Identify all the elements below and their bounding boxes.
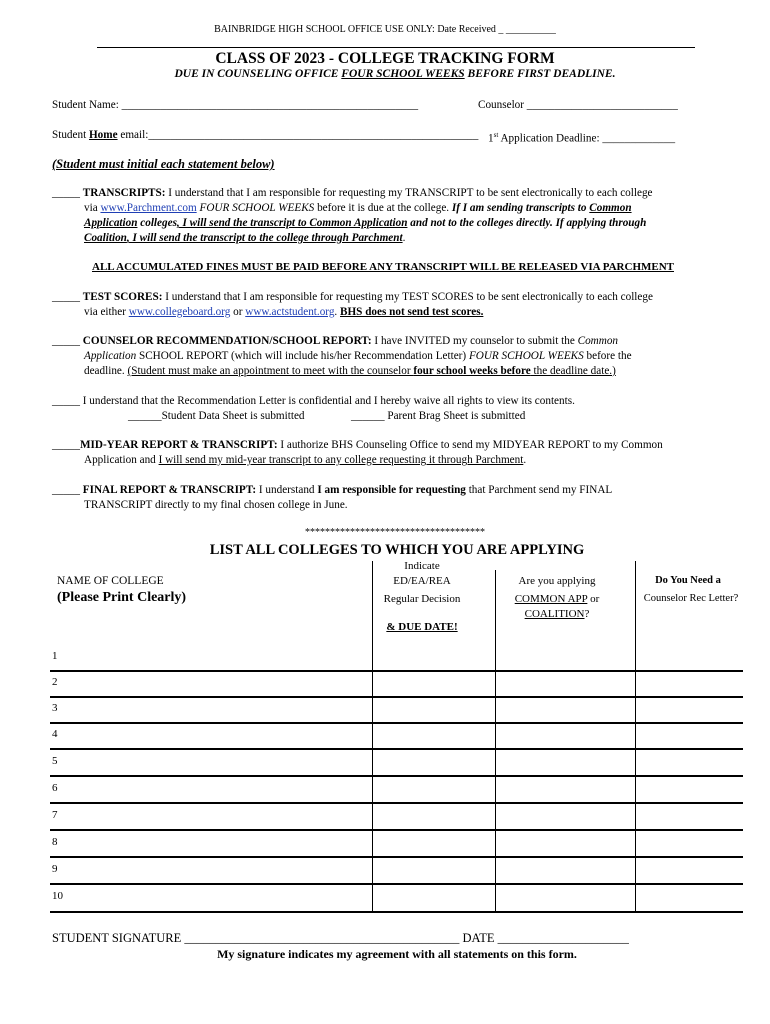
table-row-line (50, 670, 743, 672)
table-row-number: 2 (52, 676, 58, 688)
brag-sheet-check[interactable]: ______ Parent Brag Sheet is submitted (351, 410, 526, 422)
col-header-due-date: & DUE DATE! (386, 621, 458, 633)
midyear-statement: _____MID-YEAR REPORT & TRANSCRIPT: I authorize BHS Counseling Office to send my MIDYEAR REPORT to my Common (52, 439, 663, 451)
table-row-line (50, 775, 743, 777)
confidential-statement: _____ I understand that the Recommendation Letter is confidential and I hereby waive all rights to view its contents. (52, 395, 575, 407)
initial-blank[interactable]: _____ (52, 439, 80, 451)
table-row-line (50, 722, 743, 724)
counselor-rec-statement: _____ COUNSELOR RECOMMENDATION/SCHOOL REPORT: I have INVITED my counselor to submit the Common (52, 335, 619, 347)
table-row-number: 1 (52, 650, 58, 662)
table-row-number: 4 (52, 728, 58, 740)
table-row-line (50, 802, 743, 804)
table-row-number: 7 (52, 809, 58, 821)
col-header-common-app: COMMON APP or (514, 593, 600, 605)
student-name-field[interactable]: Student Name: _____________________________________________________ (52, 99, 419, 111)
col-header-ed-ea: ED/EA/REA (393, 575, 451, 587)
col-header-indicate: Indicate (404, 560, 440, 572)
col-header-rec-letter: Counselor Rec Letter? (643, 593, 739, 604)
table-row-number: 10 (52, 890, 63, 902)
initial-blank[interactable]: _____ (52, 484, 83, 496)
student-signature-line[interactable]: STUDENT SIGNATURE ____________________________________________ DATE _____________________ (52, 931, 629, 945)
table-row-number: 5 (52, 755, 58, 767)
midyear-statement-cont: Application and I will send my mid-year transcript to any college requesting it through Parchment. (84, 454, 527, 466)
fines-notice: ALL ACCUMULATED FINES MUST BE PAID BEFORE ANY TRANSCRIPT WILL BE RELEASED VIA PARCHMENT (92, 261, 674, 273)
initial-blank[interactable]: _____ (52, 335, 83, 347)
table-row-line (50, 856, 743, 858)
initial-blank[interactable]: _____ (52, 187, 83, 199)
initial-blank[interactable]: _____ (52, 291, 83, 303)
parchment-link[interactable]: www.Parchment.com (100, 202, 197, 214)
table-row-number: 8 (52, 836, 58, 848)
signature-note: My signature indicates my agreement with all statements on this form. (217, 947, 577, 961)
table-row-line (50, 696, 743, 698)
colleges-list-title: LIST ALL COLLEGES TO WHICH YOU ARE APPLYING (209, 542, 585, 558)
final-report-statement-cont: TRANSCRIPT directly to my final chosen college in June. (84, 499, 348, 511)
transcripts-statement-cont: via www.Parchment.com FOUR SCHOOL WEEKS before it is due at the college. If I am sending transcripts to Common Application colleges, I will send the transcript to Common Application and not to the colleges directly. If applying through Coalition, I will send the transcript to the college through Parchment. (84, 202, 647, 244)
office-use-line: BAINBRIDGE HIGH SCHOOL OFFICE USE ONLY: Date Received _ __________ (214, 24, 556, 35)
col-divider-1 (372, 561, 373, 913)
col-divider-2 (495, 570, 496, 913)
data-sheet-check[interactable]: ______Student Data Sheet is submitted (128, 410, 305, 422)
table-row-line (50, 911, 743, 913)
test-scores-statement-cont: via either www.collegeboard.org or www.actstudent.org. BHS does not send test scores. (84, 306, 484, 318)
test-scores-statement: _____ TEST SCORES: I understand that I am responsible for requesting my TEST SCORES to be sent electronically to each college (52, 291, 653, 303)
table-row-line (50, 748, 743, 750)
col-header-print-clearly: (Please Print Clearly) (57, 590, 187, 605)
table-row-number: 9 (52, 863, 58, 875)
transcripts-statement: _____ TRANSCRIPTS: I understand that I am responsible for requesting my TRANSCRIPT to be sent electronically to each college (52, 187, 653, 199)
table-row-line (50, 883, 743, 885)
col-header-coalition: COALITION? (524, 608, 590, 620)
star-divider: ************************************ (305, 527, 485, 538)
table-row-number: 3 (52, 702, 58, 714)
header-divider (97, 47, 695, 48)
collegeboard-link[interactable]: www.collegeboard.org (128, 306, 231, 318)
actstudent-link[interactable]: www.actstudent.org (245, 306, 335, 318)
col-divider-3 (635, 561, 636, 913)
page-subtitle: DUE IN COUNSELING OFFICE FOUR SCHOOL WEEKS BEFORE FIRST DEADLINE. (174, 68, 616, 80)
page-title: CLASS OF 2023 - COLLEGE TRACKING FORM (215, 50, 555, 67)
col-header-regular: Regular Decision (383, 593, 461, 605)
initial-instruction: (Student must initial each statement below) (52, 157, 275, 171)
counselor-field[interactable]: Counselor ___________________________ (478, 99, 678, 111)
col-header-need-rec: Do You Need a (655, 575, 721, 586)
final-report-statement: _____ FINAL REPORT & TRANSCRIPT: I understand I am responsible for requesting that Parchment send my FINAL (52, 484, 613, 496)
table-row-line (50, 829, 743, 831)
first-deadline-field[interactable]: 1st Application Deadline: _____________ (488, 131, 676, 145)
table-row-number: 6 (52, 782, 58, 794)
col-header-applying: Are you applying (518, 575, 596, 587)
col-header-college: NAME OF COLLEGE (57, 575, 164, 587)
student-email-field[interactable]: Student Home email:___________________________________________________________ (52, 129, 479, 141)
counselor-rec-statement-cont: Application SCHOOL REPORT (which will include his/her Recommendation Letter) FOUR SCHOOL WEEKS before the deadline. (Student must make an appointment to meet with the counselor four school weeks before the deadline date.) (84, 350, 632, 377)
